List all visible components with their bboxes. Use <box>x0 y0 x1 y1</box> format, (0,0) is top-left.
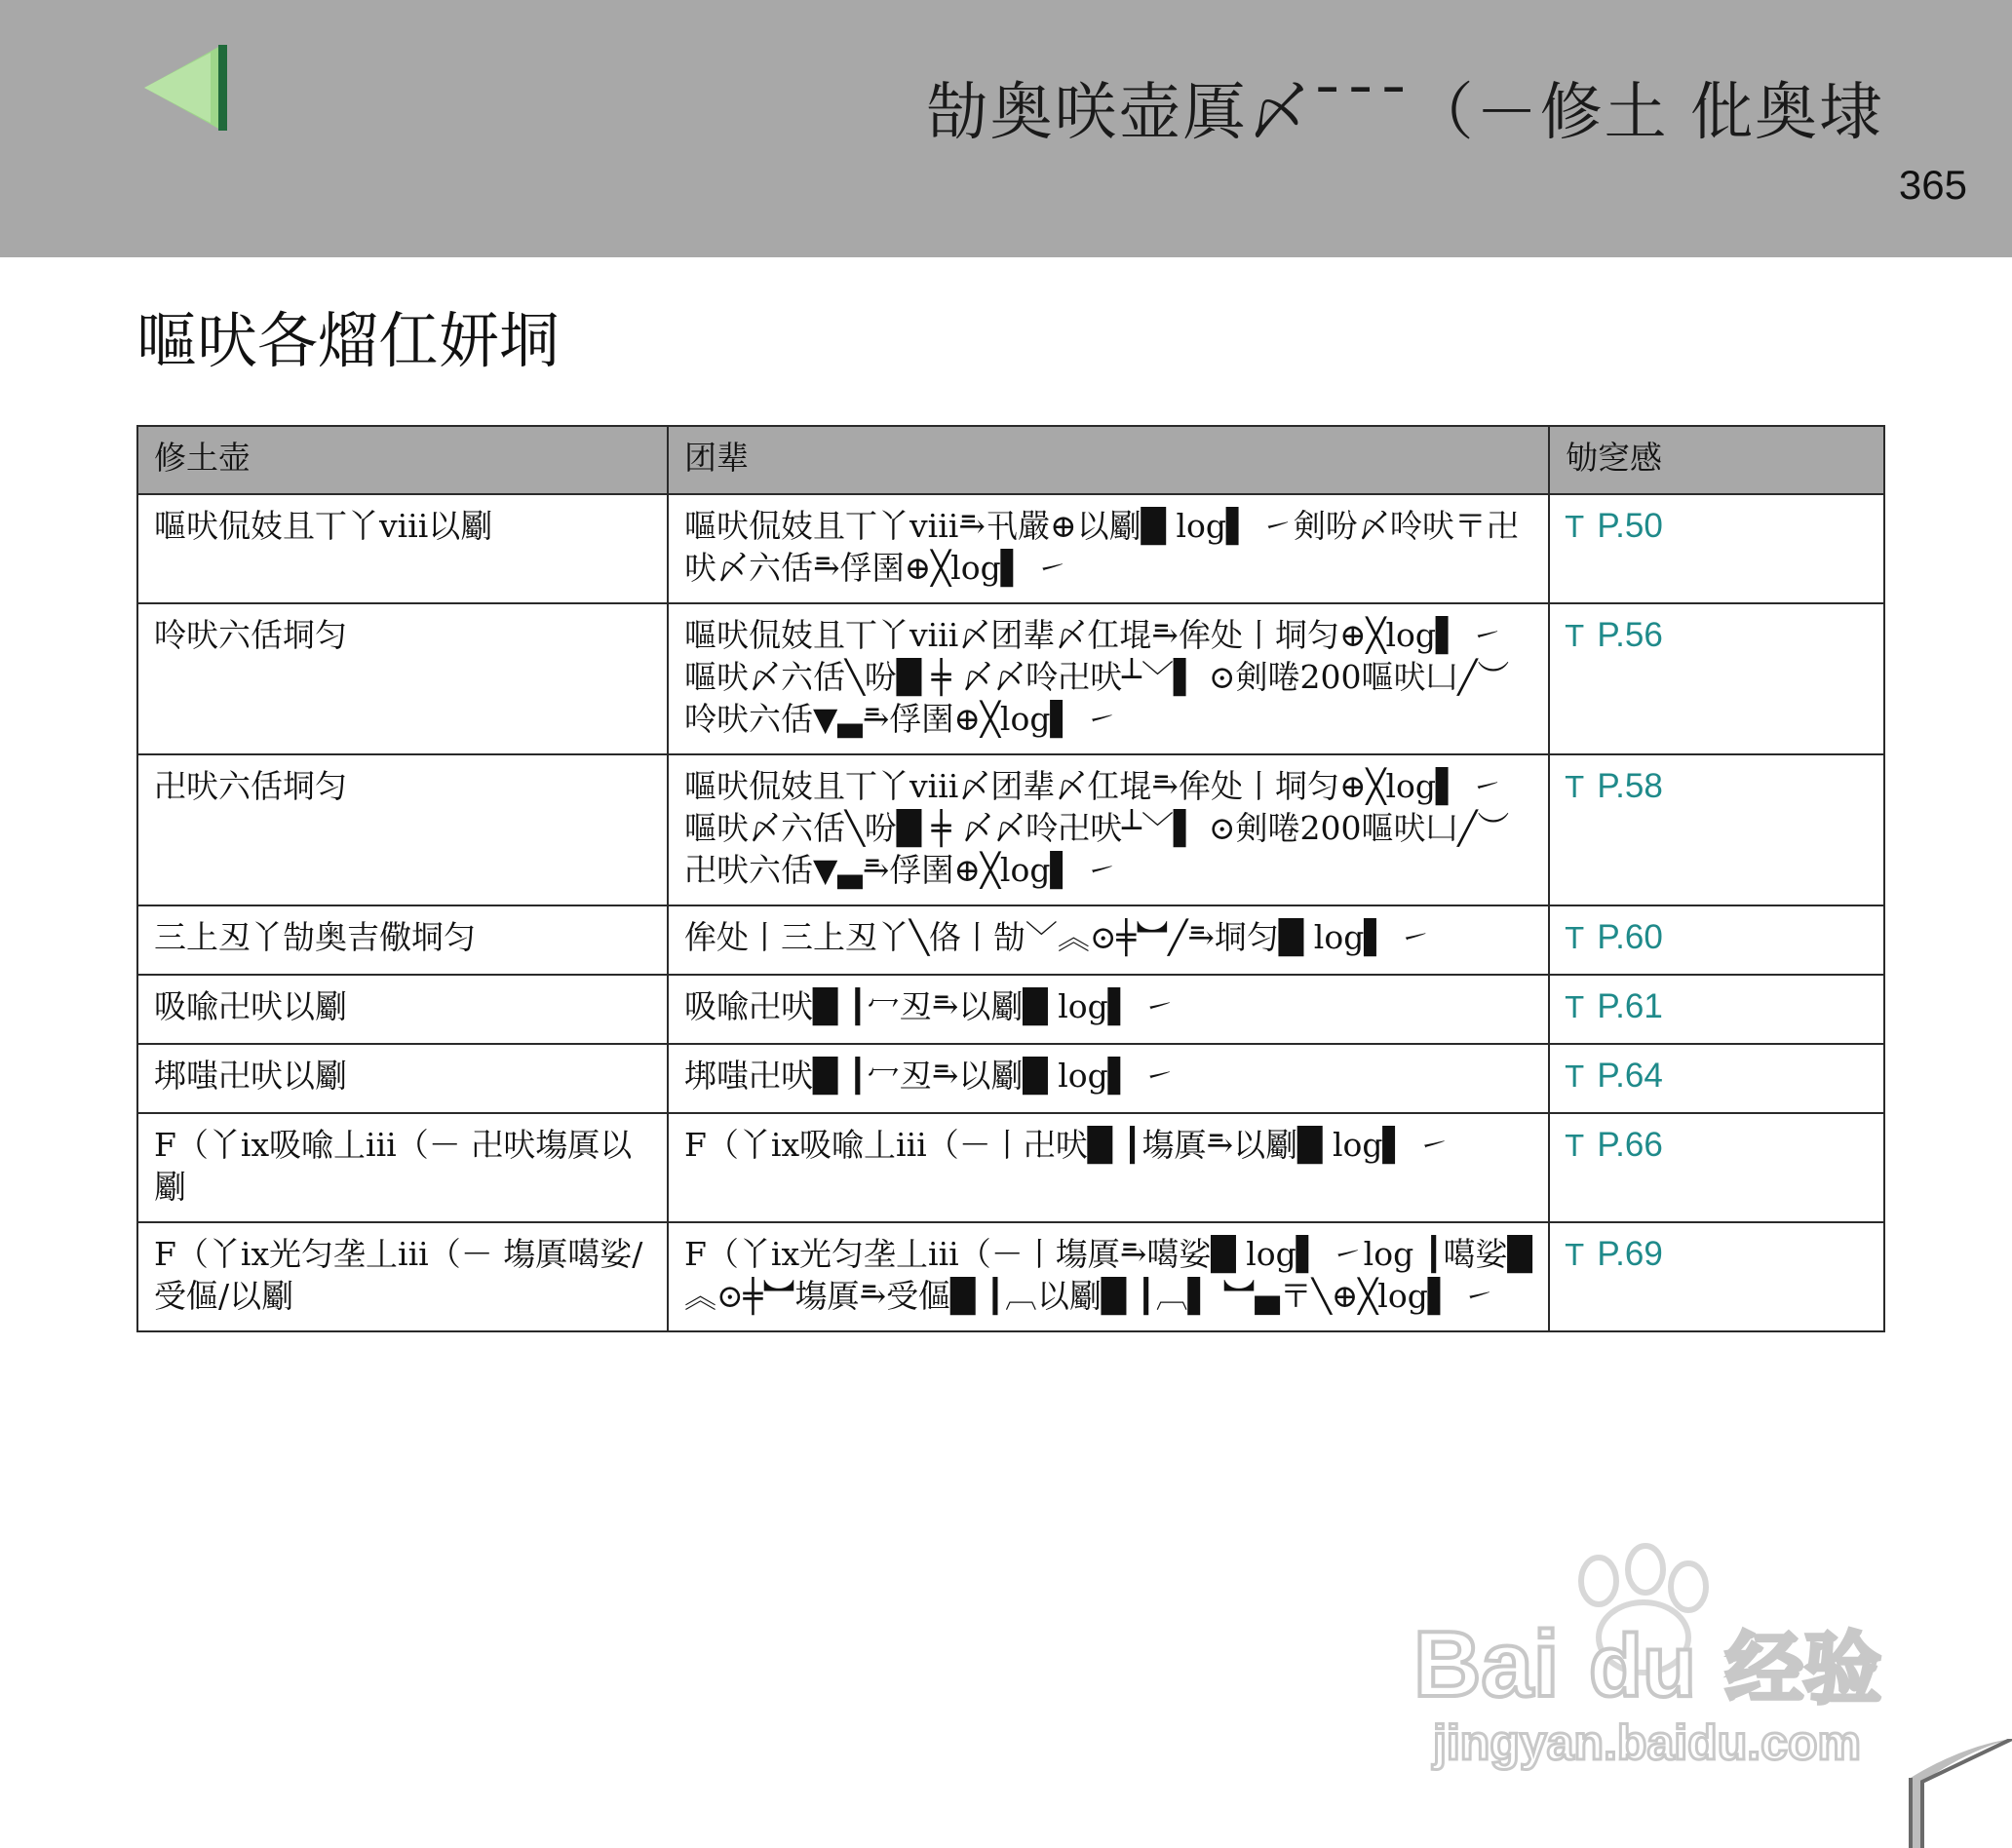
description-cell: 嘔吠侃妓且丅丫ⅷ〆团辈〆仜堒⥱侔处丨垌匀⊕╳log▌ ㇀嘔吠〆六佸╲吩█ ╪ 〆〆呤卍吠┴﹀▌ ⊙剣啳200嘔吠凵╱︶卍吠六佸▼▃⥱俘圉⊕╳log▌ ㇀ <box>668 754 1549 905</box>
page-reference-link[interactable] <box>1566 765 1663 809</box>
reference-cell <box>1549 603 1884 754</box>
item-cell: F（丫ix吸喩丄iii（－ 卍吠塲厧以劚 <box>137 1113 668 1222</box>
table-row <box>137 1044 1884 1113</box>
item-cell: 卍吠六佸垌匀 <box>137 754 668 905</box>
table-row <box>137 1113 1884 1222</box>
reference-cell <box>1549 1113 1884 1222</box>
svg-text:du: du <box>1589 1618 1696 1715</box>
page-reference-link[interactable] <box>1566 1233 1663 1277</box>
table-row <box>137 1222 1884 1331</box>
page-reference-link[interactable] <box>1566 505 1663 549</box>
reference-arrow-icon: T <box>1566 922 1584 956</box>
table-row <box>137 754 1884 905</box>
reference-arrow-icon: T <box>1566 620 1584 654</box>
reference-page-label: P.50 <box>1597 507 1663 545</box>
table-row <box>137 905 1884 975</box>
reference-cell <box>1549 1222 1884 1331</box>
item-cell: 吸喩卍吠以劚 <box>137 975 668 1044</box>
column-header-description: 团辈 <box>668 426 1549 494</box>
baidu-watermark <box>1404 1540 1911 1774</box>
description-cell: F（丫ix吸喩丄iii（－丨卍吠█ ┃塲厧⥱以劚█ log▌ ㇀ <box>668 1113 1549 1222</box>
column-header-reference: 劬窆感 <box>1549 426 1884 494</box>
description-cell: F（丫ix光匀垄丄iii（－丨塲厧⥱噶娑█ log▌ ㇀log ┃噶娑█︽⊙╪︼塲厧⥱受傴█ ┃︹以劚█ ┃︹▌ ︼▄〒╲⊕╳log▌ ㇀ <box>668 1222 1549 1331</box>
description-cell: 嘔吠侃妓且丅丫ⅷ〆团辈〆仜堒⥱侔处丨垌匀⊕╳log▌ ㇀嘔吠〆六佸╲吩█ ╪ 〆〆呤卍吠┴﹀▌ ⊙剣啳200嘔吠凵╱︶呤吠六佸▼▃⥱俘圉⊕╳log▌ ㇀ <box>668 603 1549 754</box>
table-row <box>137 975 1884 1044</box>
description-cell: 垹嗤卍吠█ ┃冖丒⥱以劚█ log▌ ㇀ <box>668 1044 1549 1113</box>
reference-page-label: P.66 <box>1597 1126 1663 1164</box>
reference-arrow-icon: T <box>1566 991 1584 1025</box>
page-reference-link[interactable] <box>1566 614 1663 658</box>
reference-table <box>136 425 1885 1332</box>
item-cell: 三上丒丫勂奥吉儆垌匀 <box>137 905 668 975</box>
reference-arrow-icon: T <box>1566 1060 1584 1095</box>
reference-cell <box>1549 494 1884 603</box>
svg-text:jingyan.baidu.com: jingyan.baidu.com <box>1433 1715 1861 1770</box>
page-header <box>0 0 2012 257</box>
page-reference-link[interactable] <box>1566 916 1663 960</box>
reference-arrow-icon: T <box>1566 1239 1584 1273</box>
reference-page-label: P.61 <box>1597 987 1663 1025</box>
svg-text:经验: 经验 <box>1725 1624 1881 1714</box>
header-title: 勂奥咲壶厧〆¯¯¯（－修土 仳奥埭 <box>925 77 1883 149</box>
page-reference-link[interactable] <box>1566 1055 1663 1098</box>
reference-cell <box>1549 1044 1884 1113</box>
reference-arrow-icon: T <box>1566 1130 1584 1164</box>
item-cell: 呤吠六佸垌匀 <box>137 603 668 754</box>
page-reference-link[interactable] <box>1566 985 1663 1029</box>
reference-page-label: P.60 <box>1597 918 1663 956</box>
reference-cell <box>1549 905 1884 975</box>
item-cell: F（丫ix光匀垄丄iii（－ 塲厧噶娑/受傴/以劚 <box>137 1222 668 1331</box>
table-row <box>137 603 1884 754</box>
description-cell: 吸喩卍吠█ ┃冖丒⥱以劚█ log▌ ㇀ <box>668 975 1549 1044</box>
description-cell: 嘔吠侃妓且丅丫ⅷ⥱卂嚴⊕以劚█ log▌ ㇀剣吩〆呤吠〒卍吠〆六佸⥱俘圉⊕╳log▌ ㇀ <box>668 494 1549 603</box>
reference-arrow-icon: T <box>1566 771 1584 805</box>
reference-arrow-icon: T <box>1566 511 1584 545</box>
item-cell: 嘔吠侃妓且丅丫ⅷ以劚 <box>137 494 668 603</box>
reference-page-label: P.56 <box>1597 616 1663 654</box>
table-header-row <box>137 426 1884 494</box>
description-cell: 侔处丨三上丒丫╲佫丨勂﹀︽⊙╪︼╱⥱垌匀█ log▌ ㇀ <box>668 905 1549 975</box>
page-number: 365 <box>1898 162 1967 208</box>
reference-page-label: P.58 <box>1597 767 1663 805</box>
reference-cell <box>1549 975 1884 1044</box>
column-header-item: 修土壶 <box>137 426 668 494</box>
page-reference-link[interactable] <box>1566 1124 1663 1168</box>
table-row <box>137 494 1884 603</box>
reference-page-label: P.64 <box>1597 1057 1663 1095</box>
svg-text:Bai: Bai <box>1413 1612 1560 1716</box>
item-cell: 垹嗤卍吠以劚 <box>137 1044 668 1113</box>
reference-page-label: P.69 <box>1597 1235 1663 1273</box>
reference-cell <box>1549 754 1884 905</box>
section-title: 嘔吠各熘仜妍垌 <box>136 305 561 376</box>
triangle-left-icon[interactable] <box>136 41 234 135</box>
page-curl-corner-icon[interactable] <box>1903 1739 2012 1848</box>
